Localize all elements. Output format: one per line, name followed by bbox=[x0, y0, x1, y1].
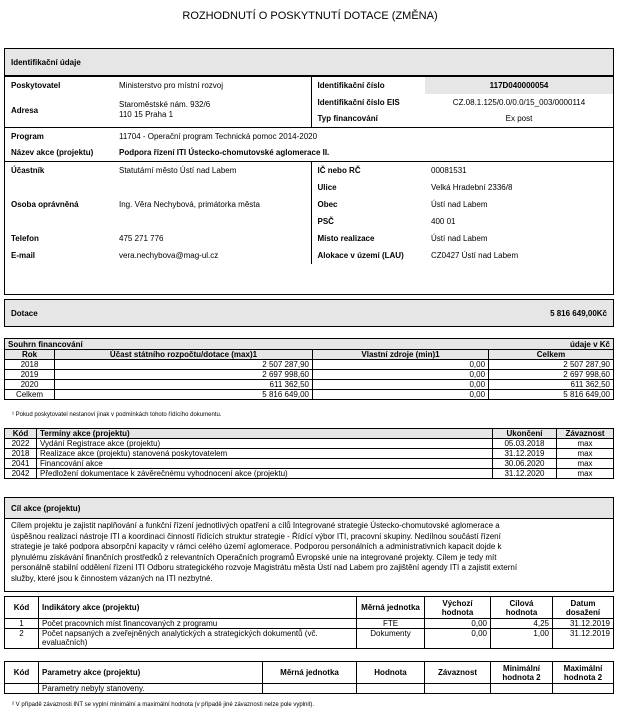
terminy-cell: max bbox=[557, 459, 614, 469]
cil-line: Cílem projektu je zajistit naplňování a funkční řízení jednotlivých opatření a cílů Integrované strategie Ústecko-chomutovské aglomerace a bbox=[11, 521, 500, 530]
souhrn-header-vlastni: Vlastní zdroje (min)1 bbox=[313, 350, 489, 360]
parametry-header-kod: Kód bbox=[5, 662, 39, 684]
indikatory-header-jednotka: Měrná jednotka bbox=[357, 597, 425, 619]
misto-value: Ústí nad Labem bbox=[431, 233, 488, 243]
id-cislo-value: 117D040000054 bbox=[425, 77, 613, 94]
indikatory-cell: 0,00 bbox=[425, 629, 491, 649]
indikatory-cell: 31.12.2019 bbox=[553, 629, 614, 649]
parametry-header-min: Minimální hodnota 2 bbox=[491, 662, 553, 684]
parametry-cell bbox=[357, 684, 425, 694]
obec-label: Obec bbox=[311, 196, 425, 213]
indikatory-cell: Počet pracovních míst financovaných z programu bbox=[39, 619, 357, 629]
indikatory-header-cilova: Cílová hodnota bbox=[491, 597, 553, 619]
indikatory-row bbox=[5, 629, 614, 649]
adresa-line-1: Staroměstské nám. 932/6 bbox=[119, 100, 211, 110]
terminy-cell: 2018 bbox=[5, 449, 37, 459]
souhrn-row bbox=[5, 380, 614, 390]
cil-line: personálně stabilní oddělení řízení ITI Odboru strategického rozvoje Magistrátu města Ústí nad Labem pro zajištění agendy ITI a zajistit externí bbox=[11, 563, 518, 573]
alokace-label: Alokace v území (LAU) bbox=[311, 247, 425, 264]
ic-value: 00081531 bbox=[425, 162, 613, 179]
alokace-value: CZ0427 Ústí nad Labem bbox=[431, 250, 519, 260]
terminy-section bbox=[4, 428, 614, 479]
dotace-label: Dotace bbox=[11, 308, 38, 318]
adresa-label: Adresa bbox=[11, 105, 39, 115]
indikatory-row bbox=[5, 619, 614, 629]
terminy-cell: 31.12.2020 bbox=[493, 469, 557, 479]
dotace-row bbox=[4, 299, 614, 327]
souhrn-cell: 2020 bbox=[5, 380, 55, 390]
indikatory-cell: 2 bbox=[5, 629, 39, 649]
indikatory-cell: 4,25 bbox=[491, 619, 553, 629]
parametry-section bbox=[4, 661, 614, 694]
terminy-cell: Financování akce bbox=[37, 459, 493, 469]
telefon-label: Telefon bbox=[11, 233, 39, 243]
ucastnik-label: Účastník bbox=[5, 162, 113, 179]
poskytovatel-value: Ministerstvo pro místní rozvoj bbox=[113, 77, 311, 94]
souhrn-row bbox=[5, 360, 614, 370]
parametry-cell bbox=[491, 684, 553, 694]
parametry-header-max: Maximální hodnota 2 bbox=[553, 662, 614, 684]
souhrn-header-statni: Účast státního rozpočtu/dotace (max)1 bbox=[55, 350, 313, 360]
souhrn-cell: 2 507 287,90 bbox=[55, 360, 313, 370]
indikatory-cell: FTE bbox=[357, 619, 425, 629]
souhrn-cell: 5 816 649,00 bbox=[489, 390, 614, 400]
souhrn-title: Souhrn financování bbox=[5, 339, 489, 350]
indikatory-table bbox=[4, 596, 614, 649]
souhrn-header-rok: Rok bbox=[5, 350, 55, 360]
souhrn-row bbox=[5, 390, 614, 400]
cil-line: úspěšnou realizaci nástroje ITI a koordinaci činností řídících struktur strategie - Řídící výbor ITI, pracovní skupiny. Nedílnou součástí řízení bbox=[11, 531, 501, 541]
typ-value: Ex post bbox=[505, 114, 533, 124]
typ-label: Typ financování bbox=[311, 111, 425, 128]
cil-text bbox=[5, 519, 613, 587]
terminy-cell: Předložení dokumentace k závěrečnému vyhodnocení akce (projektu) bbox=[37, 469, 493, 479]
identification-header: Identifikační údaje bbox=[5, 49, 613, 76]
terminy-cell: 2041 bbox=[5, 459, 37, 469]
terminy-cell: 31.12.2019 bbox=[493, 449, 557, 459]
souhrn-cell: 0,00 bbox=[313, 390, 489, 400]
terminy-row bbox=[5, 449, 614, 459]
ulice-label: Ulice bbox=[311, 179, 425, 196]
terminy-header-ukonceni: Ukončení bbox=[493, 429, 557, 439]
cil-line: služby, které jsou k činnostem vázaných na ITI nezbytné. bbox=[11, 573, 213, 583]
dotace-value: 5 816 649,00Kč bbox=[550, 308, 607, 318]
indikatory-cell: 1 bbox=[5, 619, 39, 629]
indikatory-header-kod: Kód bbox=[5, 597, 39, 619]
osoba-value: Ing. Věra Nechybová, primátorka města bbox=[119, 199, 260, 209]
terminy-table bbox=[4, 428, 614, 479]
parametry-cell bbox=[5, 684, 39, 694]
cil-section bbox=[4, 497, 614, 592]
souhrn-footnote: ¹ Pokud poskytovatel nestanoví jinak v podmínkách tohoto řídícího dokumentu. bbox=[12, 412, 222, 418]
souhrn-cell: 2 507 287,90 bbox=[489, 360, 614, 370]
parametry-header-zavaznost: Závaznost bbox=[425, 662, 491, 684]
terminy-row bbox=[5, 469, 614, 479]
ucastnik-value: Statutární město Ústí nad Labem bbox=[113, 162, 311, 179]
program-value: 11704 - Operační program Technická pomoc 2014-2020 bbox=[113, 128, 613, 145]
souhrn-row bbox=[5, 370, 614, 380]
indikatory-header-vychozi: Výchozí hodnota bbox=[425, 597, 491, 619]
parametry-cell bbox=[425, 684, 491, 694]
indikatory-cell: 0,00 bbox=[425, 619, 491, 629]
parametry-table bbox=[4, 661, 614, 694]
indikatory-cell: Dokumenty bbox=[357, 629, 425, 649]
parametry-cell bbox=[263, 684, 357, 694]
souhrn-table bbox=[4, 338, 614, 400]
souhrn-cell: 611 362,50 bbox=[55, 380, 313, 390]
psc-value: 400 01 bbox=[431, 216, 456, 226]
terminy-header-kod: Kód bbox=[5, 429, 37, 439]
indikatory-header-datum: Datum dosažení bbox=[553, 597, 614, 619]
obec-value: Ústí nad Labem bbox=[431, 199, 488, 209]
parametry-header-jednotka: Měrná jednotka bbox=[263, 662, 357, 684]
cil-line: strategie je také podpora absorpční kapacity v rámci celého území aglomerace. Podporou personálních a administrativních kapacit dojde k bbox=[11, 542, 502, 552]
souhrn-cell: 611 362,50 bbox=[489, 380, 614, 390]
souhrn-unit: údaje v Kč bbox=[489, 339, 614, 350]
email-value: vera.nechybova@mag-ul.cz bbox=[119, 250, 219, 260]
souhrn-cell: 2019 bbox=[5, 370, 55, 380]
terminy-cell: Realizace akce (projektu) stanovená poskytovatelem bbox=[37, 449, 493, 459]
souhrn-cell: 2 697 998,60 bbox=[55, 370, 313, 380]
indikatory-cell: 1,00 bbox=[491, 629, 553, 649]
id-cislo-label: Identifikační číslo bbox=[311, 77, 425, 94]
souhrn-cell: 0,00 bbox=[313, 380, 489, 390]
souhrn-cell: 2018 bbox=[5, 360, 55, 370]
identification-section bbox=[4, 48, 614, 295]
parametry-header-parametry: Parametry akce (projektu) bbox=[39, 662, 263, 684]
terminy-row bbox=[5, 459, 614, 469]
psc-label: PSČ bbox=[311, 213, 425, 230]
indikatory-section bbox=[4, 596, 614, 649]
souhrn-cell: 5 816 649,00 bbox=[55, 390, 313, 400]
telefon-value: 475 271 776 bbox=[119, 233, 164, 243]
souhrn-header-celkem: Celkem bbox=[489, 350, 614, 360]
adresa-line-2: 110 15 Praha 1 bbox=[119, 110, 174, 120]
document-title: ROZHODNUTÍ O POSKYTNUTÍ DOTACE (ZMĚNA) bbox=[182, 10, 438, 22]
indikatory-cell: 31.12.2019 bbox=[553, 619, 614, 629]
terminy-cell: 05.03.2018 bbox=[493, 439, 557, 449]
misto-label: Místo realizace bbox=[311, 230, 425, 247]
terminy-row bbox=[5, 439, 614, 449]
terminy-cell: max bbox=[557, 469, 614, 479]
souhrn-cell: 0,00 bbox=[313, 370, 489, 380]
poskytovatel-label: Poskytovatel bbox=[5, 77, 113, 94]
id-eis-value: CZ.08.1.125/0.0/0.0/15_003/0000114 bbox=[452, 97, 586, 107]
terminy-cell: 2042 bbox=[5, 469, 37, 479]
parametry-cell bbox=[553, 684, 614, 694]
indikatory-header-indikatory: Indikátory akce (projektu) bbox=[39, 597, 357, 619]
cil-line: plynulému získávání finančních prostředků z relevantních Operačních programů Evropské unie na integrované projekty. Cílem je tedy mít bbox=[11, 552, 497, 562]
souhrn-section bbox=[4, 338, 614, 400]
id-eis-label: Identifikační číslo EIS bbox=[311, 94, 425, 111]
osoba-label: Osoba oprávněná bbox=[11, 199, 79, 209]
adresa-value bbox=[113, 94, 311, 128]
souhrn-cell: 2 697 998,60 bbox=[489, 370, 614, 380]
ulice-value: Velká Hradební 2336/8 bbox=[431, 182, 513, 192]
terminy-header-terminy: Termíny akce (projektu) bbox=[37, 429, 493, 439]
terminy-header-zavaznost: Závaznost bbox=[557, 429, 614, 439]
cil-header: Cíl akce (projektu) bbox=[5, 498, 613, 519]
program-label: Program bbox=[5, 128, 113, 145]
parametry-row bbox=[5, 684, 614, 694]
nazev-value: Podpora řízení ITI Ústecko-chomutovské aglomerace II. bbox=[119, 148, 330, 158]
terminy-cell: Vydání Registrace akce (projektu) bbox=[37, 439, 493, 449]
souhrn-cell: Celkem bbox=[5, 390, 55, 400]
parametry-footnote: ² V případě závaznosti INT se vyplní minimální a maximální hodnota (v případě jiné závaznosti nelze pole vyplnit). bbox=[12, 702, 315, 708]
terminy-cell: max bbox=[557, 449, 614, 459]
indikatory-cell: Počet napsaných a zveřejněných analytických a strategických dokumentů (vč. evaluačních) bbox=[39, 629, 357, 649]
terminy-cell: 30.06.2020 bbox=[493, 459, 557, 469]
souhrn-cell: 0,00 bbox=[313, 360, 489, 370]
terminy-cell: max bbox=[557, 439, 614, 449]
terminy-cell: 2022 bbox=[5, 439, 37, 449]
parametry-empty-text: Parametry nebyly stanoveny. bbox=[39, 684, 263, 694]
email-label: E-mail bbox=[11, 250, 36, 260]
identification-table bbox=[5, 76, 613, 264]
parametry-header-hodnota: Hodnota bbox=[357, 662, 425, 684]
nazev-label: Název akce (projektu) bbox=[11, 148, 94, 158]
ic-label: IČ nebo RČ bbox=[311, 162, 425, 179]
